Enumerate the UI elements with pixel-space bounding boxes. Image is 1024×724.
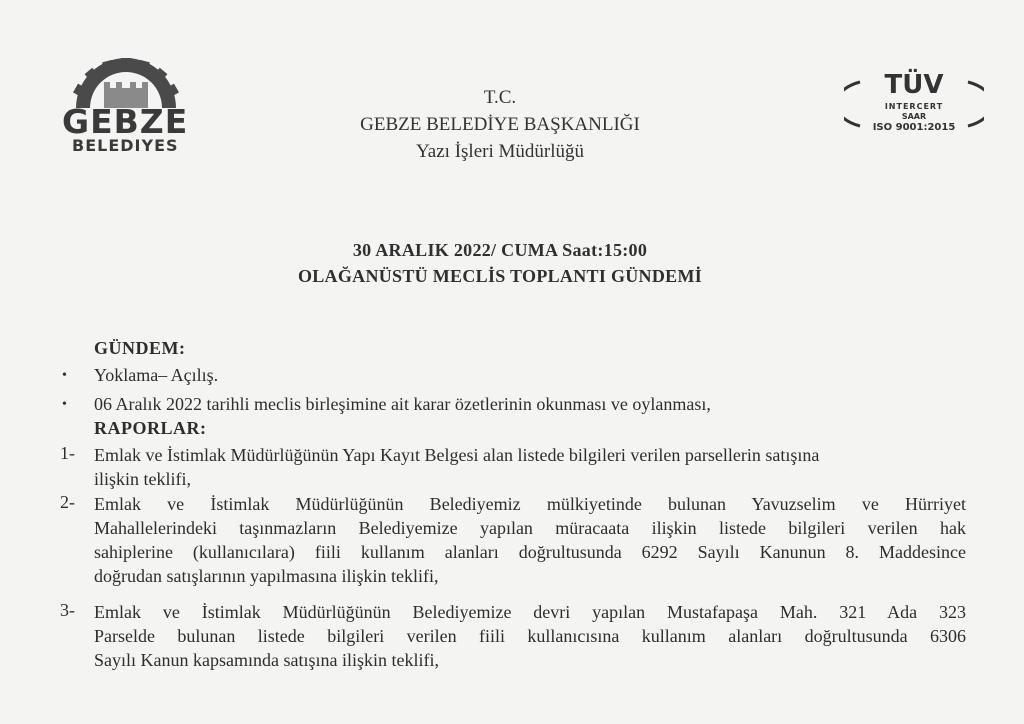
tuv-saar: SAAR	[901, 112, 927, 121]
logo-text-belediyesi: BELEDIYES	[72, 136, 179, 155]
report-item-line: Emlak ve İstimlak Müdürlüğünün Yapı Kayıt Belgesi alan listede bilgileri verilen parsellerin satışına	[94, 445, 820, 465]
report-item-number: 3-	[60, 600, 75, 620]
report-item-line: Emlak ve İstimlak Müdürlüğünün Belediyemiz mülkiyetinde bulunan Yavuzselim ve Hürriyet	[94, 494, 966, 514]
report-item-number: 2-	[60, 492, 75, 512]
agenda-heading: GÜNDEM:	[94, 338, 186, 358]
report-item-line: Emlak ve İstimlak Müdürlüğünün Belediyemize devri yapılan Mustafapaşa Mah. 321 Ada 323	[94, 602, 966, 622]
logo-text-gebze: GEBZE	[62, 102, 189, 141]
document-header	[300, 84, 700, 165]
report-item-line: ilişkin teklifi,	[94, 469, 191, 489]
header-tc: T.C.	[483, 87, 517, 108]
tuv-certification-logo	[844, 72, 984, 142]
agenda-item: Yoklama– Açılış.	[94, 365, 219, 385]
report-item-line: Parselde bulunan listede bilgileri verilen fiili kullanıcısına kullanım alanları doğrultusunda 6306	[94, 626, 966, 646]
bullet-icon: •	[62, 368, 67, 383]
reports-heading: RAPORLAR:	[94, 418, 207, 438]
header-department: Yazı İşleri Müdürlüğü	[415, 141, 584, 162]
gebze-logo	[62, 58, 187, 158]
report-item	[94, 443, 966, 491]
tuv-wordmark: TÜV	[884, 70, 944, 100]
gear-castle-icon	[70, 58, 182, 108]
bullet-icon: •	[62, 397, 67, 412]
tuv-intercert: INTERCERT	[884, 102, 944, 111]
agenda-item: 06 Aralık 2022 tarihli meclis birleşimine ait karar özetlerinin okunması ve oylanması,	[94, 394, 711, 414]
report-item	[94, 600, 966, 672]
report-item-line: sahiplerine (kullanıcılara) fiili kullanım alanları doğrultusunda 6292 Sayılı Kanunun 8. Maddesince	[94, 542, 966, 562]
report-item-line: Sayılı Kanun kapsamında satışına ilişkin teklifi,	[94, 650, 439, 670]
header-institution: GEBZE BELEDİYE BAŞKANLIĞI	[360, 114, 640, 135]
report-item-number: 1-	[60, 443, 75, 463]
report-item	[94, 492, 966, 588]
report-item-line: Mahallelerindeki taşınmazların Belediyemize yapılan müracaata ilişkin listede bilgileri verilen hak	[94, 518, 966, 538]
tuv-iso: ISO 9001:2015	[872, 122, 956, 133]
meeting-name: OLAĞANÜSTÜ MECLİS TOPLANTI GÜNDEMİ	[297, 266, 703, 286]
meeting-date: 30 ARALIK 2022/ CUMA Saat:15:00	[352, 240, 648, 260]
meeting-title	[200, 237, 800, 289]
report-item-line: doğrudan satışlarının yapılmasına ilişkin teklifi,	[94, 566, 439, 586]
